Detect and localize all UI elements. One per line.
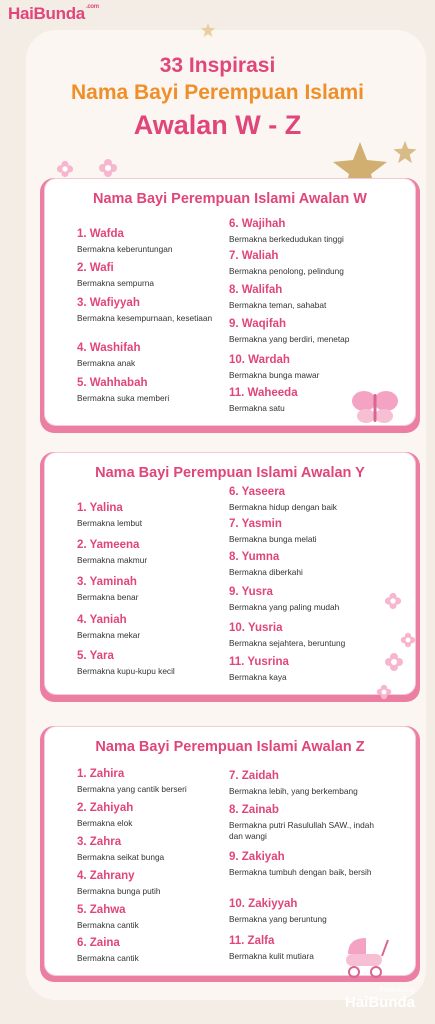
list-item: 11. Zalfa Bermakna kulit mutiara xyxy=(229,935,314,961)
star-icon xyxy=(392,140,418,164)
list-item: 4. Washifah Bermakna anak xyxy=(77,342,141,368)
section-card-y xyxy=(44,452,416,695)
list-item: 1. Yalina Bermakna lembut xyxy=(77,502,143,528)
footer-brand xyxy=(345,988,415,1011)
list-item: 8. Yumna Bermakna diberkahi xyxy=(229,551,303,577)
list-item: 2. Wafi Bermakna sempurna xyxy=(77,262,155,288)
page-title xyxy=(0,52,435,143)
logo-brand: HaiBunda xyxy=(8,4,85,23)
list-item: 1. Zahira Bermakna yang cantik berseri xyxy=(77,768,187,794)
flower-icon xyxy=(384,652,404,672)
list-item: 8. Walifah Bermakna teman, sahabat xyxy=(229,284,327,310)
flower-icon xyxy=(400,632,416,648)
list-item: 5. Zahwa Bermakna cantik xyxy=(77,904,139,930)
list-item: 10. Yusria Bermakna sejahtera, beruntung xyxy=(229,622,346,648)
list-item: 4. Zahrany Bermakna bunga putih xyxy=(77,870,161,896)
list-item: 11. Yusrina Bermakna kaya xyxy=(229,656,289,682)
list-item: 9. Zakiyah Bermakna tumbuh dengan baik, bersih xyxy=(229,851,372,877)
list-item: 7. Waliah Bermakna penolong, pelindung xyxy=(229,250,344,276)
footer-logo: HaiBunda xyxy=(344,994,415,1011)
section-title: Nama Bayi Perempuan Islami Awalan Z xyxy=(95,739,365,755)
list-item: 3. Wafiyyah Bermakna kesempurnaan, kesetiaan xyxy=(77,297,213,323)
list-item: 1. Wafda Bermakna keberuntungan xyxy=(77,228,173,254)
title-line-3: Awalan W - Z xyxy=(133,110,302,140)
list-item: 4. Yaniah Bermakna mekar xyxy=(77,614,141,640)
list-item: 2. Zahiyah Bermakna elok xyxy=(77,802,134,828)
list-item: 5. Wahhabah Bermakna suka memberi xyxy=(77,377,170,403)
list-item: 3. Yaminah Bermakna benar xyxy=(77,576,139,602)
flower-icon xyxy=(384,592,402,610)
list-item: 7. Zaidah Bermakna lebih, yang berkembang xyxy=(229,770,358,796)
list-item: 10. Zakiyyah Bermakna yang beruntung xyxy=(229,898,327,924)
star-icon xyxy=(200,22,216,38)
title-line-1: 33 Inspirasi xyxy=(159,54,276,77)
section-title: Nama Bayi Perempuan Islami Awalan W xyxy=(93,191,367,207)
list-item: 9. Waqifah Bermakna yang berdiri, menetap xyxy=(229,318,350,344)
list-item: 7. Yasmin Bermakna bunga melati xyxy=(229,518,317,544)
list-item: 6. Zaina Bermakna cantik xyxy=(77,937,139,963)
list-item: 8. Zainab Bermakna putri Rasulullah SAW., indah dan wangi xyxy=(229,804,374,841)
list-item: 6. Wajihah Bermakna berkedudukan tinggi xyxy=(229,218,344,244)
stroller-icon xyxy=(340,932,390,982)
list-item: 10. Wardah Bermakna bunga mawar xyxy=(229,354,320,380)
presented-by-label: Presented by xyxy=(379,988,415,994)
logo-suffix: .com xyxy=(85,4,99,10)
butterfly-icon xyxy=(350,388,400,426)
flower-icon xyxy=(98,158,118,178)
list-item: 3. Zahra Bermakna seikat bunga xyxy=(77,836,165,862)
list-item: 9. Yusra Bermakna yang paling mudah xyxy=(229,586,340,612)
list-item: 2. Yameena Bermakna makmur xyxy=(77,539,148,565)
title-line-2: Nama Bayi Perempuan Islami xyxy=(71,81,364,104)
flower-icon xyxy=(56,160,74,178)
list-item: 11. Waheeda Bermakna satu xyxy=(229,387,298,413)
flower-icon xyxy=(376,684,392,700)
haibunda-logo[interactable] xyxy=(8,4,99,24)
list-item: 5. Yara Bermakna kupu-kupu kecil xyxy=(77,650,175,676)
section-title: Nama Bayi Perempuan Islami Awalan Y xyxy=(95,465,365,481)
list-item: 6. Yaseera Bermakna hidup dengan baik xyxy=(229,486,337,512)
